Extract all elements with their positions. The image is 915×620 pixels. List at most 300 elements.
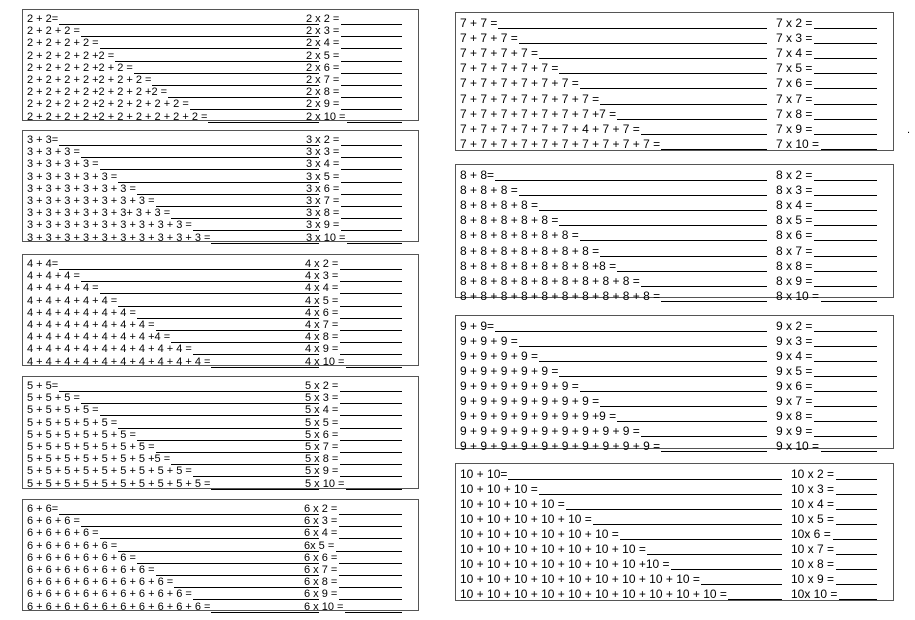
multiplication-answer-blank[interactable]: [814, 409, 877, 422]
addition-answer-blank[interactable]: [81, 515, 319, 527]
multiplication-expression: 4 x 3 =: [305, 270, 339, 283]
multiplication-expression: 3 x 10 =: [306, 231, 346, 244]
multiplication-expression: 7 x 4 =: [776, 46, 813, 61]
addition-expression: 10 + 10 + 10 + 10 =: [460, 497, 565, 511]
multiplication-answer-blank[interactable]: [814, 107, 877, 120]
addition-answer-blank[interactable]: [559, 213, 767, 226]
addition-expression: 9 + 9 + 9 + 9 + 9 + 9 + 9 + 9 + 9 =: [460, 424, 640, 438]
multiplication-answer-blank[interactable]: [341, 25, 402, 37]
addition-answer-blank[interactable]: [152, 74, 319, 86]
multiplication-expression: 10 x 8 =: [791, 557, 835, 571]
multiplication-expression: 8 x 5 =: [776, 213, 813, 228]
multiplication-expression: 8 x 2 =: [776, 168, 813, 182]
multiplication-answer-blank[interactable]: [833, 527, 877, 540]
addition-expression: 10 + 10 + 10 + 10 + 10 + 10 + 10 + 10 + 10 =: [460, 572, 700, 586]
addition-answer-blank[interactable]: [641, 122, 767, 135]
addition-answer-blank[interactable]: [519, 334, 767, 347]
addition-expression: 3 + 3 + 3 + 3 + 3 + 3 + 3 + 3 + 3 =: [27, 219, 192, 232]
table-row: [23, 540, 418, 553]
addition-answer-blank[interactable]: [171, 331, 319, 343]
multiplication-answer-blank[interactable]: [339, 527, 402, 539]
multiplication-expression: 4 x 4 =: [305, 282, 339, 295]
multiplication-answer-blank[interactable]: [814, 213, 877, 226]
table-row: [456, 527, 893, 541]
multiplication-answer-blank[interactable]: [340, 465, 402, 477]
addition-answer-blank[interactable]: [81, 392, 319, 404]
addition-answer-blank[interactable]: [81, 146, 319, 158]
multiplication-answer-blank[interactable]: [340, 429, 402, 441]
multiplication-expression: 7 x 8 =: [776, 106, 813, 121]
addition-expression: 2 + 2 + 2 + 2 +2 + 2 + 2 + 2 + 2 =: [27, 98, 189, 111]
table-row: [456, 467, 893, 481]
addition-expression: 10 + 10 + 10 + 10 + 10 + 10 + 10 =: [460, 542, 646, 556]
addition-answer-blank[interactable]: [100, 37, 319, 49]
multiplication-answer-blank[interactable]: [339, 564, 402, 576]
multiplication-answer-blank[interactable]: [339, 503, 402, 515]
addition-answer-blank[interactable]: [593, 512, 782, 525]
addition-answer-blank[interactable]: [137, 307, 319, 319]
addition-answer-blank[interactable]: [617, 259, 767, 272]
table-row: [23, 380, 418, 393]
addition-answer-blank[interactable]: [539, 482, 782, 495]
addition-answer-blank[interactable]: [580, 379, 767, 392]
table-row: [23, 171, 418, 184]
table-row: [456, 587, 893, 601]
multiplication-answer-blank[interactable]: [341, 62, 402, 74]
addition-answer-blank[interactable]: [559, 61, 767, 74]
multiplication-answer-blank[interactable]: [814, 46, 877, 59]
addition-expression: 8 + 8 + 8 + 8 + 8 + 8 + 8 + 8 + 8 =: [460, 273, 640, 288]
multiplication-expression: 9 x 8 =: [776, 409, 813, 423]
multiplication-answer-blank[interactable]: [340, 270, 402, 282]
addition-expression: 3 + 3 + 3 + 3 + 3 + 3 + 3 =: [27, 195, 155, 207]
multiplication-answer-blank[interactable]: [821, 439, 877, 452]
multiplication-answer-blank[interactable]: [814, 61, 877, 74]
addition-answer-blank[interactable]: [495, 168, 767, 181]
addition-answer-blank[interactable]: [168, 86, 319, 98]
multiplication-answer-blank[interactable]: [341, 37, 402, 49]
multiplication-expression: 9 x 5 =: [776, 364, 813, 378]
multiplication-answer-blank[interactable]: [814, 244, 877, 257]
multiplication-answer-blank[interactable]: [814, 274, 877, 287]
addition-answer-blank[interactable]: [600, 92, 767, 105]
addition-expression: 2 + 2 + 2 + 2 +2 + 2 + 2 =: [27, 74, 152, 86]
multiplication-answer-blank[interactable]: [339, 515, 402, 527]
addition-answer-blank[interactable]: [211, 601, 319, 613]
addition-answer-blank[interactable]: [156, 564, 319, 576]
addition-answer-blank[interactable]: [600, 394, 767, 407]
addition-answer-blank[interactable]: [641, 424, 767, 437]
multiplication-answer-blank[interactable]: [340, 380, 402, 392]
multiplication-expression: 2 x 7 =: [306, 74, 340, 86]
multiplication-expression: 3 x 9 =: [306, 219, 340, 232]
multiplication-answer-blank[interactable]: [341, 158, 402, 170]
multiplication-answer-blank[interactable]: [340, 331, 402, 343]
multiplication-answer-blank[interactable]: [814, 183, 877, 196]
addition-answer-blank[interactable]: [193, 588, 319, 600]
multiplication-expression: 7 x 3 =: [776, 31, 813, 46]
addition-answer-blank[interactable]: [81, 25, 319, 37]
multiplication-expression: 9 x 10 =: [776, 439, 820, 453]
addition-expression: 9 + 9 + 9 =: [460, 334, 518, 348]
addition-expression: 6 + 6 + 6 + 6 + 6 + 6 + 6 + 6 =: [27, 576, 174, 589]
table-10-box: [455, 463, 894, 601]
multiplication-expression: 2 x 9 =: [306, 98, 340, 111]
addition-expression: 8 + 8 + 8 + 8 + 8 =: [460, 213, 559, 228]
multiplication-answer-blank[interactable]: [340, 319, 402, 331]
addition-answer-blank[interactable]: [171, 207, 319, 219]
addition-answer-blank[interactable]: [118, 417, 319, 429]
table-row: [456, 497, 893, 511]
addition-answer-blank[interactable]: [580, 228, 767, 241]
multiplication-expression: 2 x 8 =: [306, 86, 340, 99]
addition-expression: 3 + 3 + 3 + 3 =: [27, 158, 99, 171]
addition-answer-blank[interactable]: [647, 542, 782, 555]
multiplication-answer-blank[interactable]: [341, 74, 402, 86]
addition-answer-blank[interactable]: [193, 465, 319, 477]
addition-expression: 7 + 7 + 7 + 7 =: [460, 46, 539, 61]
addition-answer-blank[interactable]: [190, 98, 319, 110]
addition-expression: 10 + 10 + 10 + 10 + 10 + 10 =: [460, 527, 619, 541]
multiplication-answer-blank[interactable]: [340, 343, 402, 355]
multiplication-answer-blank[interactable]: [814, 198, 877, 211]
addition-expression: 7 + 7 + 7 =: [460, 31, 518, 46]
addition-answer-blank[interactable]: [620, 527, 782, 540]
addition-answer-blank[interactable]: [580, 76, 767, 89]
addition-answer-blank[interactable]: [671, 557, 782, 570]
addition-answer-blank[interactable]: [59, 258, 319, 270]
multiplication-answer-blank[interactable]: [346, 478, 402, 490]
addition-expression: 6 + 6 + 6 + 6 + 6 + 6 =: [27, 551, 136, 564]
addition-answer-blank[interactable]: [600, 244, 767, 257]
addition-expression: 10 + 10 + 10 =: [460, 482, 538, 496]
addition-expression: 4 + 4 + 4 + 4 + 4 + 4 + 4 =: [27, 319, 155, 331]
addition-answer-blank[interactable]: [539, 46, 767, 59]
multiplication-expression: 7 x 9 =: [776, 121, 813, 136]
table-9-box: [455, 315, 894, 453]
multiplication-answer-blank[interactable]: [340, 295, 402, 307]
table-row: [456, 394, 893, 408]
multiplication-expression: 2 x 3 =: [306, 25, 340, 38]
table-row: [456, 409, 893, 423]
multiplication-answer-blank[interactable]: [836, 542, 877, 555]
multiplication-answer-blank[interactable]: [339, 552, 402, 564]
table-row: [23, 331, 418, 344]
multiplication-answer-blank[interactable]: [339, 588, 402, 600]
multiplication-expression: 4 x 2 =: [305, 258, 339, 270]
addition-answer-blank[interactable]: [661, 289, 767, 302]
multiplication-answer-blank[interactable]: [341, 183, 402, 195]
table-row: [456, 137, 893, 151]
addition-answer-blank[interactable]: [171, 453, 319, 465]
addition-answer-blank[interactable]: [728, 587, 782, 600]
table-row: [23, 417, 418, 430]
multiplication-expression: 8 x 7 =: [776, 243, 813, 258]
multiplication-answer-blank[interactable]: [836, 482, 877, 495]
addition-answer-blank[interactable]: [100, 404, 319, 416]
addition-expression: 10 + 10 + 10 + 10 + 10 + 10 + 10 + 10 + 10 + 10 =: [460, 587, 727, 601]
multiplication-answer-blank[interactable]: [821, 137, 877, 150]
addition-answer-blank[interactable]: [118, 171, 319, 183]
multiplication-expression: 10x 10 =: [791, 587, 838, 601]
multiplication-answer-blank[interactable]: [340, 417, 402, 429]
addition-answer-blank[interactable]: [701, 572, 782, 585]
table-row: [456, 319, 893, 333]
table-row: [23, 527, 418, 540]
multiplication-expression: 6 x 2 =: [304, 503, 338, 515]
multiplication-expression: 8 x 4 =: [776, 198, 813, 213]
multiplication-expression: 10 x 4 =: [791, 497, 835, 511]
multiplication-answer-blank[interactable]: [814, 31, 877, 44]
addition-expression: 4 + 4 + 4 + 4 =: [27, 282, 99, 295]
addition-answer-blank[interactable]: [59, 503, 319, 515]
table-row: [456, 92, 893, 106]
addition-expression: 5 + 5 + 5 + 5 + 5 + 5 + 5 +5 =: [27, 453, 171, 466]
table-row: [456, 349, 893, 363]
multiplication-expression: 6 x 6 =: [304, 551, 338, 564]
addition-answer-blank[interactable]: [118, 540, 319, 552]
multiplication-answer-blank[interactable]: [341, 171, 402, 183]
multiplication-answer-blank[interactable]: [341, 219, 402, 231]
multiplication-answer-blank[interactable]: [814, 334, 877, 347]
addition-expression: 6 + 6 + 6 =: [27, 515, 80, 528]
multiplication-expression: 8 x 9 =: [776, 273, 813, 288]
addition-expression: 5 + 5 + 5 + 5 + 5 + 5 =: [27, 428, 136, 441]
addition-answer-blank[interactable]: [208, 111, 319, 123]
multiplication-answer-blank[interactable]: [814, 394, 877, 407]
multiplication-expression: 10 x 2 =: [791, 467, 835, 481]
multiplication-answer-blank[interactable]: [836, 557, 877, 570]
table-row: [23, 465, 418, 478]
addition-expression: 8 + 8 + 8 + 8 + 8 + 8 + 8 + 8 + 8 + 8 =: [460, 288, 661, 303]
multiplication-answer-blank[interactable]: [814, 16, 877, 29]
table-row: [23, 356, 418, 369]
addition-expression: 5 + 5 + 5 + 5 + 5 + 5 + 5 =: [27, 441, 155, 453]
addition-answer-blank[interactable]: [174, 576, 319, 588]
addition-answer-blank[interactable]: [617, 107, 767, 120]
multiplication-answer-blank[interactable]: [836, 467, 877, 480]
multiplication-answer-blank[interactable]: [814, 379, 877, 392]
table-row: [23, 588, 418, 601]
multiplication-expression: 2 x 6 =: [306, 61, 340, 74]
multiplication-answer-blank[interactable]: [814, 349, 877, 362]
multiplication-expression: 3 x 5 =: [306, 170, 340, 183]
multiplication-expression: 9 x 6 =: [776, 379, 813, 393]
addition-answer-blank[interactable]: [156, 319, 319, 331]
addition-answer-blank[interactable]: [539, 198, 767, 211]
table-row: [23, 441, 418, 454]
addition-expression: 9 + 9 + 9 + 9 + 9 + 9 + 9 +9 =: [460, 409, 617, 423]
addition-expression: 9 + 9=: [460, 319, 495, 333]
multiplication-answer-blank[interactable]: [836, 572, 877, 585]
addition-expression: 9 + 9 + 9 + 9 + 9 =: [460, 364, 559, 378]
addition-answer-blank[interactable]: [508, 467, 782, 480]
multiplication-expression: 2 x 10 =: [306, 110, 346, 123]
addition-answer-blank[interactable]: [100, 527, 319, 539]
addition-expression: 4 + 4 + 4 =: [27, 270, 80, 283]
addition-expression: 4 + 4 + 4 + 4 + 4 + 4 + 4 +4 =: [27, 331, 171, 344]
addition-expression: 5 + 5 + 5 =: [27, 392, 80, 405]
multiplication-answer-blank[interactable]: [341, 50, 402, 62]
multiplication-expression: 10 x 7 =: [791, 542, 835, 556]
multiplication-expression: 9 x 7 =: [776, 394, 813, 408]
addition-answer-blank[interactable]: [498, 16, 767, 29]
multiplication-answer-blank[interactable]: [336, 540, 402, 552]
table-row: [23, 319, 418, 332]
addition-answer-blank[interactable]: [59, 13, 319, 25]
addition-expression: 2 + 2 + 2 + 2 +2 =: [27, 49, 115, 62]
multiplication-answer-blank[interactable]: [814, 319, 877, 332]
addition-answer-blank[interactable]: [137, 183, 319, 195]
table-row: [23, 295, 418, 308]
multiplication-answer-blank[interactable]: [340, 453, 402, 465]
table-row: [23, 576, 418, 589]
multiplication-answer-blank[interactable]: [340, 307, 402, 319]
addition-expression: 4 + 4 + 4 + 4 + 4 + 4 + 4 + 4 + 4 + 4 =: [27, 355, 211, 368]
table-row: [456, 334, 893, 348]
stray-mark: .: [907, 124, 911, 136]
multiplication-answer-blank[interactable]: [814, 259, 877, 272]
addition-answer-blank[interactable]: [641, 274, 767, 287]
multiplication-answer-blank[interactable]: [341, 98, 402, 110]
addition-expression: 5 + 5 + 5 + 5 =: [27, 404, 99, 417]
addition-expression: 3 + 3 + 3 + 3 + 3 =: [27, 170, 118, 183]
addition-expression: 9 + 9 + 9 + 9 + 9 + 9 + 9 =: [460, 394, 600, 408]
multiplication-answer-blank[interactable]: [346, 356, 402, 368]
multiplication-expression: 4 x 9 =: [305, 343, 339, 356]
table-row: [23, 37, 418, 50]
addition-answer-blank[interactable]: [495, 319, 767, 332]
addition-answer-blank[interactable]: [566, 497, 782, 510]
multiplication-expression: 7 x 10 =: [776, 136, 820, 151]
addition-answer-blank[interactable]: [59, 380, 319, 392]
addition-answer-blank[interactable]: [115, 50, 319, 62]
multiplication-answer-blank[interactable]: [347, 232, 402, 244]
multiplication-answer-blank[interactable]: [340, 282, 402, 294]
table-row: [456, 557, 893, 571]
addition-answer-blank[interactable]: [211, 478, 319, 490]
multiplication-answer-blank[interactable]: [814, 228, 877, 241]
addition-answer-blank[interactable]: [211, 232, 319, 244]
multiplication-expression: 2 x 2 =: [306, 13, 340, 25]
table-row: [456, 289, 893, 303]
multiplication-answer-blank[interactable]: [341, 195, 402, 207]
multiplication-answer-blank[interactable]: [836, 497, 877, 510]
multiplication-answer-blank[interactable]: [839, 587, 877, 600]
table-row: [23, 307, 418, 320]
addition-answer-blank[interactable]: [156, 441, 319, 453]
multiplication-expression: 5 x 8 =: [305, 453, 339, 466]
table-row: [456, 168, 893, 182]
table-row: [23, 343, 418, 356]
multiplication-answer-blank[interactable]: [341, 146, 402, 158]
addition-answer-blank[interactable]: [519, 31, 767, 44]
multiplication-expression: 3 x 6 =: [306, 182, 340, 195]
multiplication-answer-blank[interactable]: [814, 168, 877, 181]
multiplication-answer-blank[interactable]: [814, 92, 877, 105]
addition-expression: 4 + 4 + 4 + 4 + 4 =: [27, 294, 118, 307]
multiplication-expression: 7 x 5 =: [776, 61, 813, 76]
addition-answer-blank[interactable]: [617, 409, 767, 422]
multiplication-answer-blank[interactable]: [821, 289, 877, 302]
addition-expression: 6 + 6 + 6 + 6 + 6 + 6 + 6 =: [27, 564, 155, 576]
addition-expression: 5 + 5 + 5 + 5 + 5 + 5 + 5 + 5 + 5 + 5 =: [27, 477, 211, 490]
multiplication-expression: 3 x 7 =: [306, 195, 340, 207]
multiplication-expression: 8 x 8 =: [776, 258, 813, 273]
addition-expression: 7 + 7 + 7 + 7 + 7 + 7 + 7 + 7 + 7 + 7 =: [460, 136, 661, 151]
table-7-box: [455, 12, 894, 151]
table-row: [456, 542, 893, 556]
addition-answer-blank[interactable]: [661, 439, 767, 452]
addition-answer-blank[interactable]: [134, 62, 319, 74]
table-row: [23, 74, 418, 87]
multiplication-expression: 3 x 3 =: [306, 146, 340, 159]
addition-answer-blank[interactable]: [211, 356, 319, 368]
multiplication-expression: 8 x 10 =: [776, 288, 820, 303]
table-row: [23, 404, 418, 417]
multiplication-expression: 6 x 9 =: [304, 588, 338, 601]
multiplication-expression: 6 x 8 =: [304, 576, 338, 589]
multiplication-answer-blank[interactable]: [341, 134, 402, 146]
addition-answer-blank[interactable]: [59, 134, 319, 146]
addition-answer-blank[interactable]: [137, 429, 319, 441]
addition-answer-blank[interactable]: [118, 295, 319, 307]
table-row: [456, 274, 893, 288]
multiplication-answer-blank[interactable]: [341, 207, 402, 219]
multiplication-expression: 4 x 5 =: [305, 294, 339, 307]
multiplication-answer-blank[interactable]: [345, 601, 402, 613]
multiplication-answer-blank[interactable]: [340, 404, 402, 416]
addition-expression: 3 + 3 + 3 + 3 + 3 + 3 =: [27, 182, 136, 195]
multiplication-expression: 9 x 3 =: [776, 334, 813, 348]
multiplication-answer-blank[interactable]: [341, 13, 402, 25]
addition-answer-blank[interactable]: [100, 158, 319, 170]
multiplication-answer-blank[interactable]: [814, 364, 877, 377]
addition-answer-blank[interactable]: [539, 349, 767, 362]
multiplication-answer-blank[interactable]: [814, 122, 877, 135]
addition-answer-blank[interactable]: [137, 552, 319, 564]
table-row: [23, 258, 418, 271]
multiplication-answer-blank[interactable]: [340, 441, 402, 453]
multiplication-expression: 8 x 6 =: [776, 228, 813, 243]
multiplication-answer-blank[interactable]: [814, 424, 877, 437]
addition-answer-blank[interactable]: [661, 137, 767, 150]
addition-answer-blank[interactable]: [156, 195, 319, 207]
multiplication-answer-blank[interactable]: [339, 576, 402, 588]
multiplication-answer-blank[interactable]: [347, 111, 402, 123]
addition-answer-blank[interactable]: [519, 183, 767, 196]
addition-answer-blank[interactable]: [100, 282, 319, 294]
table-row: [23, 601, 418, 614]
multiplication-expression: 6 x 7 =: [304, 564, 338, 576]
addition-answer-blank[interactable]: [193, 219, 319, 231]
multiplication-answer-blank[interactable]: [341, 86, 402, 98]
multiplication-expression: 3 x 2 =: [306, 134, 340, 146]
table-row: [23, 392, 418, 405]
table-row: [456, 364, 893, 378]
multiplication-expression: 5 x 4 =: [305, 404, 339, 417]
multiplication-answer-blank[interactable]: [836, 512, 877, 525]
table-row: [456, 198, 893, 212]
multiplication-answer-blank[interactable]: [814, 76, 877, 89]
multiplication-answer-blank[interactable]: [340, 258, 402, 270]
table-row: [23, 282, 418, 295]
addition-answer-blank[interactable]: [81, 270, 319, 282]
addition-answer-blank[interactable]: [193, 343, 319, 355]
addition-answer-blank[interactable]: [559, 364, 767, 377]
multiplication-answer-blank[interactable]: [340, 392, 402, 404]
table-5-box: [22, 376, 419, 489]
